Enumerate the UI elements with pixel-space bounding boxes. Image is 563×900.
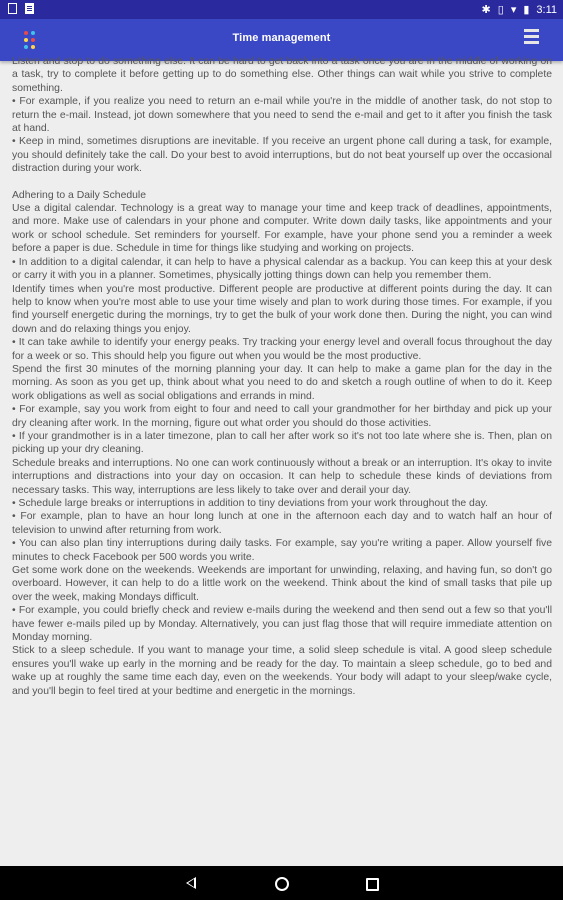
article-paragraph: • For example, you could briefly check and review e-mails during the weekend and then send out a few so that you'll have fewer e-mails piled up by Monday. Alternatively, you can just flag those that will require immediate attention on Monday morning. xyxy=(12,605,552,644)
navigation-bar xyxy=(0,866,563,900)
article-paragraph: Stick to a sleep schedule. If you want to manage your time, a solid sleep schedule is vital. A good sleep schedule ensures you'll wake up early in the morning and be ready for the day. To maintain a sleep schedule, go to bed and wake up at roughly the same time each day, even on the weekends. Your body will adapt to your sleep/wake cycle, and you'll begin to feel tired at your bedtime and energetic in the mornings. xyxy=(12,645,552,697)
article-paragraph: Identify times when you're most productive. Different people are productive at different points during the day. It can help to know when you're most able to use your time wisely and plan to work during those times. For example, if you find yourself energetic during the mornings, try to get the bulk of your work done then. During the night, you can wind down and do relaxing things you enjoy. xyxy=(12,283,552,335)
article-text xyxy=(12,55,552,865)
article-paragraph: • It can take awhile to identify your energy peaks. Try tracking your energy level and overall focus throughout the day for a week or so. This should help you figure out when you would be the most productive. xyxy=(12,337,552,362)
page-title: Time management xyxy=(232,32,331,44)
home-icon[interactable] xyxy=(275,877,289,891)
wifi-icon: ▾ xyxy=(510,4,517,16)
menu-icon[interactable] xyxy=(524,29,539,45)
document-icon xyxy=(25,3,34,14)
article-paragraph: Use a digital calendar. Technology is a great way to manage your time and keep track of deadlines, appointments, and more. Make use of calendars in your phone and computer. Write down daily tasks, like appointments and your work or school schedule. Set reminders for yourself. For example, have your phone send you a reminder a week before a paper is due. Schedule in time for things like studying and working on projects. xyxy=(12,203,552,255)
status-time: 3:11 xyxy=(536,3,557,16)
bluetooth-icon: ✱ xyxy=(481,4,491,16)
article-paragraph: • For example, say you work from eight to four and need to call your grandmother for her birthday and pick up your dry cleaning after work. In the morning, figure out what order you should do those activities. xyxy=(12,404,552,429)
status-bar xyxy=(0,0,563,19)
article-paragraph: • If your grandmother is in a later timezone, plan to call her after work so it's not too late where she is. Then, plan on picking up your dry cleaning. xyxy=(12,430,552,456)
article-paragraph: Schedule breaks and interruptions. No one can work continuously without a break or an interruption. It's okay to invite interruptions and distractions into your day on occasion. It can help to schedule these kinds of deviations from necessary tasks. This way, interruptions are less likely to take over and derail your day. xyxy=(12,457,552,496)
article-paragraph: • Keep in mind, sometimes disruptions are inevitable. If you receive an urgent phone call during a task, for example, you should definitely take the call. Do your best to avoid interruptions, but do not beat yourself up over the occasional distraction during your work. xyxy=(12,136,552,175)
article-paragraph: • Schedule large breaks or interruptions in addition to tiny deviations from your work throughout the day. xyxy=(12,498,488,509)
article-paragraph: • You can also plan tiny interruptions during daily tasks. For example, say you're writing a paper. Allow yourself five minutes to check Facebook per 500 words you write. xyxy=(12,538,552,563)
article-paragraph: • In addition to a digital calendar, it can help to have a physical calendar as a backup. You can keep this at your desk or carry it with you in a planner. Sometimes, physically jotting things down can help you remember them. xyxy=(12,256,552,282)
paragraph-spacer xyxy=(12,176,552,189)
article-paragraph: • For example, plan to have an hour long lunch at one in the afternoon each day and to watch half an hour of television to unwind after returning from work. xyxy=(12,511,552,536)
recents-icon[interactable] xyxy=(366,878,379,891)
notification-icon xyxy=(8,3,17,14)
article-paragraph: Listen and stop to do something else. It can be hard to get back into a task once you are in the middle of working on a task, try to complete it before getting up to do something else. Other things can wait while you strive to complete something. xyxy=(12,56,552,94)
section-heading: Adhering to a Daily Schedule xyxy=(12,189,147,201)
article-paragraph: Get some work done on the weekends. Weekends are important for unwinding, relaxing, and having fun, so don't go overboard. However, it can help to do a little work on the weekend. Think about the kind of small tasks that pile up over the week, making Mondays difficult. xyxy=(12,565,552,603)
article-paragraph: • For example, if you realize you need to return an e-mail while you're in the middle of another task, do not stop to return the e-mail. Instead, jot down somewhere that you need to send the e-mail and get to it after you finish the task at hand. xyxy=(12,96,552,135)
vibrate-icon: ▯ xyxy=(497,4,504,16)
article-paragraph: Spend the first 30 minutes of the morning planning your day. It can help to make a game plan for the day in the morning. As soon as you get up, think about what you need to do and sketch a rough outline of when to do it. Keep work obligations as well as social obligations and errands in mind. xyxy=(12,363,552,402)
back-icon[interactable] xyxy=(186,877,196,889)
battery-icon: ▮ xyxy=(523,4,530,16)
